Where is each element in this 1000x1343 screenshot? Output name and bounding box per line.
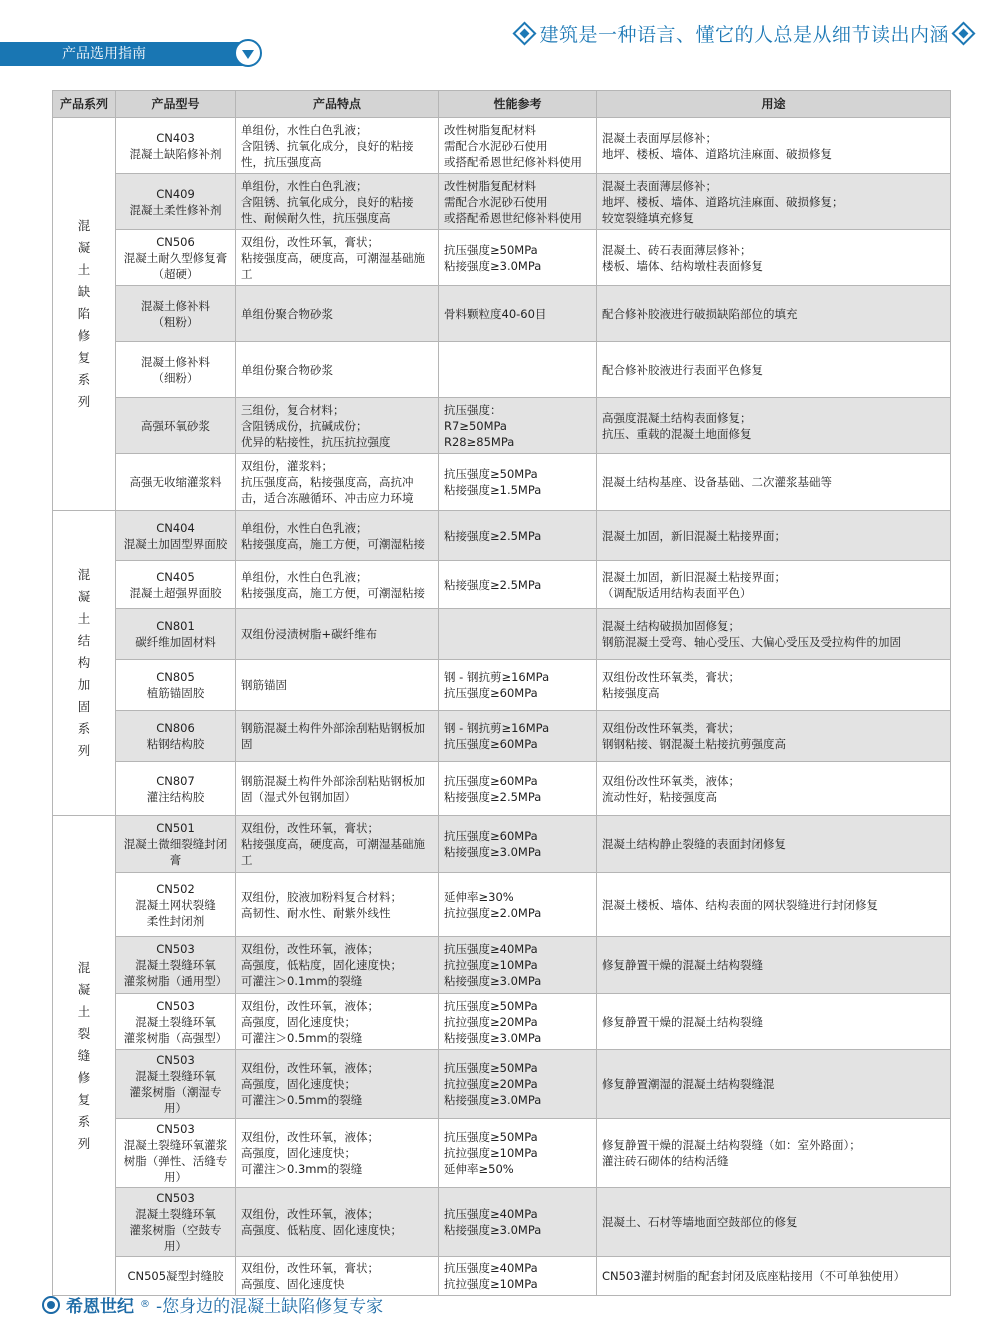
product-features: 单组份，水性白色乳液； 含阻锈、抗氧化成分，良好的粘接性，抗压强度高	[236, 118, 439, 174]
product-features: 双组份，改性环氧，膏状； 粘接强度高，硬度高，可潮湿基础施工	[236, 230, 439, 286]
product-model-line: 混凝土微细裂缝封闭膏	[123, 837, 228, 867]
product-performance: 粘接强度≥2.5MPa	[439, 511, 597, 561]
product-performance: 抗压强度≥60MPa 粘接强度≥2.5MPa	[439, 762, 597, 816]
table-row	[53, 454, 951, 511]
chevron-down-icon[interactable]	[234, 39, 262, 67]
product-usage: 修复静置干燥的混凝土结构裂缝（如：室外路面）； 灌注砖石砌体的结构活缝	[597, 1119, 951, 1188]
product-model-line: CN806	[156, 721, 195, 735]
product-usage: 混凝土楼板、墙体、结构表面的网状裂缝进行封闭修复	[597, 873, 951, 937]
product-model-line: CN501	[156, 821, 195, 835]
product-model	[116, 398, 236, 454]
series-cell	[53, 511, 116, 816]
column-header: 产品型号	[116, 91, 236, 118]
product-performance: 抗压强度≥40MPa 抗拉强度≥10MPa 粘接强度≥3.0MPa	[439, 937, 597, 994]
table-row	[53, 937, 951, 994]
product-model	[116, 342, 236, 398]
product-model-line: 混凝土裂缝环氧	[135, 1069, 216, 1083]
column-header: 产品系列	[53, 91, 116, 118]
product-features: 双组份，改性环氧，液体； 高强度，固化速度快； 可灌注＞0.5mm的裂缝	[236, 994, 439, 1050]
product-model-line: CN506	[156, 234, 195, 249]
product-model	[116, 1119, 236, 1188]
product-model-line: 混凝土加固型界面胶	[123, 536, 228, 551]
series-name: 混凝土结构加固系列	[77, 567, 91, 758]
product-model-line: （超硬）	[152, 266, 199, 281]
section-title-bar	[0, 42, 248, 66]
product-usage: 混凝土表面厚层修补； 地坪、楼板、墙体、道路坑洼麻面、破损修复	[597, 118, 951, 174]
product-features: 单组份聚合物砂浆	[236, 342, 439, 398]
table-row	[53, 118, 951, 174]
product-model-line: CN502	[156, 881, 195, 896]
product-usage: CN503灌封树脂的配套封闭及底座粘接用（不可单独使用）	[597, 1257, 951, 1296]
series-name: 混凝土裂缝修复系列	[77, 959, 91, 1151]
product-performance: 抗压强度≥50MPa 抗拉强度≥10MPa 延伸率≥50%	[439, 1119, 597, 1188]
product-features: 双组份，改性环氧，膏状； 高强度、固化速度快	[236, 1257, 439, 1296]
brand-name: 希恩世纪	[66, 1297, 134, 1317]
product-features: 双组份，改性环氧，膏状； 粘接强度高，硬度高，可潮湿基础施工	[236, 816, 439, 873]
footer	[42, 1292, 383, 1317]
table-row	[53, 762, 951, 816]
product-performance	[439, 609, 597, 660]
product-features: 双组份，改性环氧，液体； 高强度，固化速度快； 可灌注＞0.3mm的裂缝	[236, 1119, 439, 1188]
product-usage: 混凝土结构静止裂缝的表面封闭修复	[597, 816, 951, 873]
product-model-line: 混凝土网状裂缝	[135, 897, 216, 912]
table-row	[53, 711, 951, 762]
product-features: 单组份，水性白色乳液； 粘接强度高，施工方便，可潮湿粘接	[236, 511, 439, 561]
product-usage: 混凝土结构破损加固修复； 钢筋混凝土受弯、轴心受压、大偏心受压及受拉构件的加固	[597, 609, 951, 660]
product-model-line: 混凝土裂缝环氧	[135, 1014, 216, 1029]
table-row	[53, 660, 951, 711]
column-header: 用途	[597, 91, 951, 118]
product-usage: 修复静置干燥的混凝土结构裂缝	[597, 994, 951, 1050]
product-model	[116, 609, 236, 660]
table-row	[53, 873, 951, 937]
product-features: 单组份，水性白色乳液； 含阻锈、抗氧化成分，良好的粘接性、耐候耐久性，抗压强度高	[236, 174, 439, 230]
table-row	[53, 1188, 951, 1257]
product-model-line: 混凝土裂缝环氧	[135, 1207, 216, 1221]
product-model-line: 粘钢结构胶	[146, 737, 205, 751]
product-model	[116, 994, 236, 1050]
product-model	[116, 762, 236, 816]
table-row	[53, 609, 951, 660]
product-model-line: 混凝土耐久型修复膏	[123, 250, 228, 265]
product-model-line: 高强无收缩灌浆料	[129, 475, 222, 489]
product-model	[116, 937, 236, 994]
product-usage: 混凝土、砖石表面薄层修补； 楼板、墙体、结构墩柱表面修复	[597, 230, 951, 286]
registered-mark: ®	[140, 1299, 150, 1310]
table-row	[53, 1050, 951, 1119]
product-performance: 粘接强度≥2.5MPa	[439, 561, 597, 609]
product-model-line: CN503	[156, 942, 195, 956]
product-model	[116, 230, 236, 286]
product-model-line: CN503	[156, 1191, 195, 1205]
table-row	[53, 342, 951, 398]
product-model-line: 混凝土修补料	[141, 298, 210, 313]
product-performance: 钢 - 钢抗剪≥16MPa 抗压强度≥60MPa	[439, 711, 597, 762]
table-header-row	[53, 91, 951, 118]
product-model-line: 灌浆树脂（通用型）	[123, 974, 228, 988]
product-performance: 延伸率≥30% 抗拉强度≥2.0MPa	[439, 873, 597, 937]
table-row	[53, 1257, 951, 1296]
product-model-line: 碳纤维加固材料	[135, 635, 216, 649]
table-row	[53, 994, 951, 1050]
product-usage: 高强度混凝土结构表面修复； 抗压、重载的混凝土地面修复	[597, 398, 951, 454]
product-usage: 混凝土加固，新旧混凝土粘接界面； （调配版适用结构表面平色）	[597, 561, 951, 609]
product-model-line: 混凝土超强界面胶	[129, 585, 222, 600]
product-model-line: 混凝土修补料	[141, 354, 210, 369]
product-usage: 修复静置潮湿的混凝土结构裂缝混	[597, 1050, 951, 1119]
product-features: 单组份，水性白色乳液； 粘接强度高，施工方便，可潮湿粘接	[236, 561, 439, 609]
product-model	[116, 660, 236, 711]
product-model	[116, 511, 236, 561]
product-performance: 抗压强度≥50MPa 粘接强度≥1.5MPa	[439, 454, 597, 511]
product-performance: 抗压强度≥50MPa 抗拉强度≥20MPa 粘接强度≥3.0MPa	[439, 994, 597, 1050]
product-features: 双组份，灌浆料； 抗压强度高，粘接强度高，高抗冲击，适合冻融循环、冲击应力环境	[236, 454, 439, 511]
slogan-text: 建筑是一种语言、懂它的人总是从细节读出内涵	[539, 24, 949, 46]
product-model	[116, 711, 236, 762]
product-performance: 抗压强度≥50MPa 粘接强度≥3.0MPa	[439, 230, 597, 286]
product-model-line: CN805	[156, 670, 195, 684]
series-name: 混凝土缺陷修复系列	[77, 218, 91, 409]
product-model-line: 高强环氧砂浆	[141, 418, 210, 433]
product-model-line: CN409	[156, 186, 195, 201]
product-model	[116, 174, 236, 230]
product-model	[116, 561, 236, 609]
product-features: 钢筋混凝土构件外部涂刮粘贴钢板加固（湿式外包钢加固）	[236, 762, 439, 816]
product-model-line: CN404	[156, 520, 195, 535]
table-body	[53, 118, 951, 1296]
product-model-line: 树脂（弹性、活缝专用）	[123, 1154, 228, 1184]
table-row	[53, 816, 951, 873]
product-model-line: 混凝土裂缝环氧灌浆	[123, 1138, 228, 1152]
product-performance: 改性树脂复配材料 需配合水泥砂石使用 或搭配希恩世纪修补料使用	[439, 118, 597, 174]
product-features: 钢筋混凝土构件外部涂刮粘贴钢板加固	[236, 711, 439, 762]
product-model	[116, 118, 236, 174]
product-features: 双组份，改性环氧，液体； 高强度，固化速度快； 可灌注＞0.5mm的裂缝	[236, 1050, 439, 1119]
product-model-line: CN505凝型封缝胶	[127, 1269, 224, 1283]
header-slogan	[516, 20, 972, 47]
product-usage: 双组份改性环氧类，膏状； 粘接强度高	[597, 660, 951, 711]
product-model	[116, 1188, 236, 1257]
product-usage: 混凝土加固，新旧混凝土粘接界面；	[597, 511, 951, 561]
series-cell	[53, 816, 116, 1296]
product-performance: 抗压强度≥50MPa 抗拉强度≥20MPa 粘接强度≥3.0MPa	[439, 1050, 597, 1119]
table-row	[53, 286, 951, 342]
product-model-line: 混凝土裂缝环氧	[135, 958, 216, 972]
product-usage: 配合修补胶液进行破损缺陷部位的填充	[597, 286, 951, 342]
product-model-line: （粗粉）	[152, 314, 199, 329]
diamond-icon	[513, 21, 537, 45]
product-table	[52, 90, 951, 1296]
product-performance: 抗压强度≥40MPa 抗拉强度≥10MPa	[439, 1257, 597, 1296]
product-model	[116, 873, 236, 937]
product-model-line: 灌注结构胶	[146, 789, 205, 804]
product-features: 三组份，复合材料； 含阻锈成份，抗碱成份； 优异的粘接性，抗压抗拉强度	[236, 398, 439, 454]
product-model	[116, 1050, 236, 1119]
product-model-line: CN807	[156, 773, 195, 788]
table-row	[53, 511, 951, 561]
product-usage: 混凝土表面薄层修补； 地坪、楼板、墙体、道路坑洼麻面、破损修复； 较宽裂缝填充修复	[597, 174, 951, 230]
product-model-line: 灌浆树脂（空鼓专用）	[129, 1223, 222, 1253]
product-model-line: 混凝土缺陷修补剂	[129, 146, 222, 161]
product-model	[116, 286, 236, 342]
product-features: 双组份浸渍树脂+碳纤维布	[236, 609, 439, 660]
product-usage: 混凝土结构基座、设备基础、二次灌浆基础等	[597, 454, 951, 511]
product-features: 双组份，改性环氧，液体； 高强度，低粘度，固化速度快； 可灌注＞0.1mm的裂缝	[236, 937, 439, 994]
product-model-line: CN405	[156, 569, 195, 584]
product-features: 双组份，改性环氧，液体； 高强度、低粘度、固化速度快；	[236, 1188, 439, 1257]
table-row	[53, 174, 951, 230]
table-row	[53, 1119, 951, 1188]
product-usage: 混凝土、石材等墙地面空鼓部位的修复	[597, 1188, 951, 1257]
table-row	[53, 561, 951, 609]
product-features: 钢筋锚固	[236, 660, 439, 711]
footer-tagline: -您身边的混凝土缺陷修复专家	[156, 1297, 384, 1317]
table-row	[53, 398, 951, 454]
product-model-line: CN801	[156, 619, 195, 633]
product-model-line: （细粉）	[152, 370, 199, 385]
product-model	[116, 454, 236, 511]
table-row	[53, 230, 951, 286]
section-title: 产品选用指南	[62, 46, 146, 62]
product-model-line: 混凝土柔性修补剂	[129, 202, 222, 217]
product-performance	[439, 342, 597, 398]
product-model-line: CN503	[156, 998, 195, 1013]
column-header: 产品特点	[236, 91, 439, 118]
product-model-line: CN503	[156, 1122, 195, 1136]
product-performance: 抗压强度： R7≥50MPa R28≥85MPa	[439, 398, 597, 454]
product-usage: 双组份改性环氧类，膏状； 钢钢粘接、钢混凝土粘接抗剪强度高	[597, 711, 951, 762]
diamond-icon	[951, 21, 975, 45]
product-performance: 抗压强度≥60MPa 粘接强度≥3.0MPa	[439, 816, 597, 873]
product-features: 双组份，胶液加粉料复合材料； 高韧性、耐水性、耐紫外线性	[236, 873, 439, 937]
product-model	[116, 1257, 236, 1296]
product-usage: 双组份改性环氧类，液体； 流动性好，粘接强度高	[597, 762, 951, 816]
product-model-line: 植筋锚固胶	[146, 686, 205, 700]
product-performance: 骨料颗粒度40-60目	[439, 286, 597, 342]
product-model	[116, 816, 236, 873]
product-performance: 钢 - 钢抗剪≥16MPa 抗压强度≥60MPa	[439, 660, 597, 711]
product-performance: 改性树脂复配材料 需配合水泥砂石使用 或搭配希恩世纪修补料使用	[439, 174, 597, 230]
column-header: 性能参考	[439, 91, 597, 118]
product-model-line: CN403	[156, 130, 195, 145]
product-usage: 配合修补胶液进行表面平色修复	[597, 342, 951, 398]
product-model-line: 灌浆树脂（高强型）	[123, 1030, 228, 1045]
product-features: 单组份聚合物砂浆	[236, 286, 439, 342]
product-model-line: CN503	[156, 1053, 195, 1067]
brand-logo-icon	[42, 1296, 60, 1314]
series-cell	[53, 118, 116, 511]
product-usage: 修复静置干燥的混凝土结构裂缝	[597, 937, 951, 994]
product-model-line: 柔性封闭剂	[146, 913, 205, 928]
product-model-line: 灌浆树脂（潮湿专用）	[129, 1085, 222, 1115]
product-performance: 抗压强度≥40MPa 粘接强度≥3.0MPa	[439, 1188, 597, 1257]
